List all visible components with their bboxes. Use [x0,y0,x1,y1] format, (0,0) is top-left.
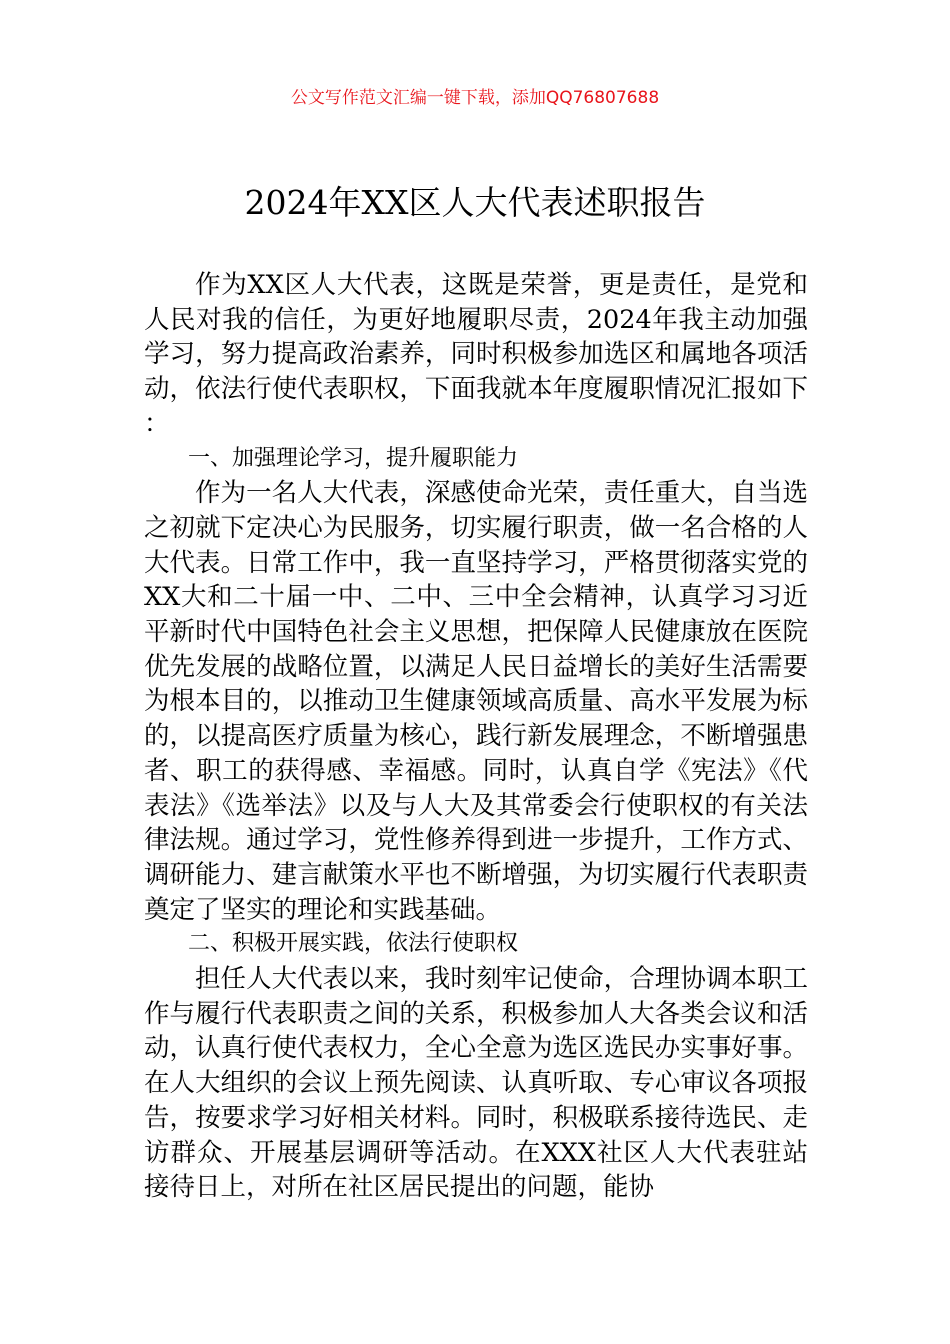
section-heading-1: 一、加强理论学习，提升履职能力 [188,445,519,471]
document-title: 2024年XX区人大代表述职报告 [244,183,706,222]
document-body [144,268,808,1205]
download-watermark: 公文写作范文汇编一键下载，添加QQ76807688 [290,88,660,108]
section-1-paragraph: 作为一名人大代表，深感使命光荣，责任重大，自当选之初就下定决心为民服务，切实履行职责，做一名合格的人大代表。日常工作中，我一直坚持学习，严格贯彻落实党的XX大和二十届一中、二中、三中全会精神，认真学习习近平新时代中国特色社会主义思想，把保障人民健康放在医院优先发展的战略位置，以满足人民日益增长的美好生活需要为根本目的，以推动卫生健康领域高质量、高水平发展为标的，以提高医疗质量为核心，践行新发展理念，不断增强患者、职工的获得感、幸福感。同时，认真自学《宪法》《代表法》《选举法》以及与人大及其常委会行使职权的有关法律法规。通过学习，党性修养得到进一步提升，工作方式、调研能力、建言献策水平也不断增强，为切实履行代表职责奠定了坚实的理论和实践基础。 [144,478,808,925]
section-2-paragraph: 担任人大代表以来，我时刻牢记使命，合理协调本职工作与履行代表职责之间的关系，积极参加人大各类会议和活动，认真行使代表权力，全心全意为选区选民办实事好事。在人大组织的会议上预先阅读、认真听取、专心审议各项报告，按要求学习好相关材料。同时，积极联系接待选民、走访群众、开展基层调研等活动。在XXX社区人大代表驻站接待日上，对所在社区居民提出的问题，能协 [144,964,808,1203]
section-heading-2: 二、积极开展实践，依法行使职权 [188,931,519,957]
intro-paragraph: 作为XX区人大代表，这既是荣誉，更是责任，是党和人民对我的信任，为更好地履职尽责，2024年我主动加强学习，努力提高政治素养，同时积极参加选区和属地各项活动，依法行使代表职权，下面我就本年度履职情况汇报如下： [144,270,808,439]
